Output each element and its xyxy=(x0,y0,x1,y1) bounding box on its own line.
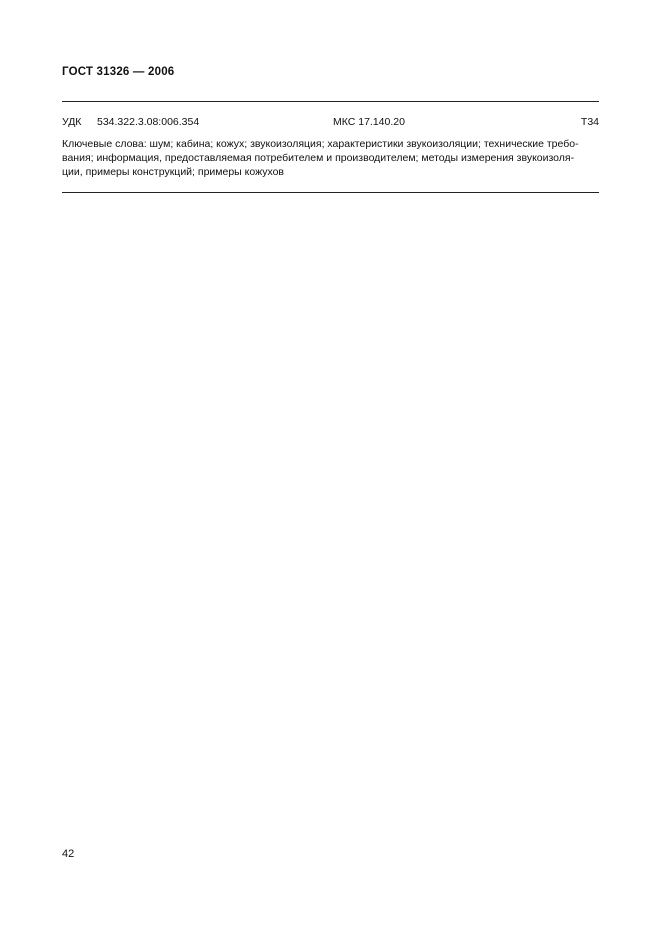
keywords-line: Ключевые слова: шум; кабина; кожух; звукоизоляция; характеристики звукоизоляции; технические требо- xyxy=(62,138,579,150)
keywords-line: вания; информация, предоставляемая потребителем и производителем; методы измерения звукоизоля- xyxy=(62,151,575,164)
bottom-divider xyxy=(62,192,599,193)
classification-row xyxy=(62,116,599,130)
udk-label: УДК xyxy=(62,116,82,128)
group-code: Т34 xyxy=(580,116,599,128)
page-number: 42 xyxy=(62,848,75,860)
top-divider xyxy=(62,101,599,102)
udk-value: 534.322.3.08:006.354 xyxy=(97,116,200,128)
document-header: ГОСТ 31326 — 2006 xyxy=(62,66,175,78)
keywords-line: ции, примеры конструкций; примеры кожухов xyxy=(62,165,285,178)
mks-code: МКС 17.140.20 xyxy=(333,116,405,128)
keywords-block xyxy=(62,138,599,179)
